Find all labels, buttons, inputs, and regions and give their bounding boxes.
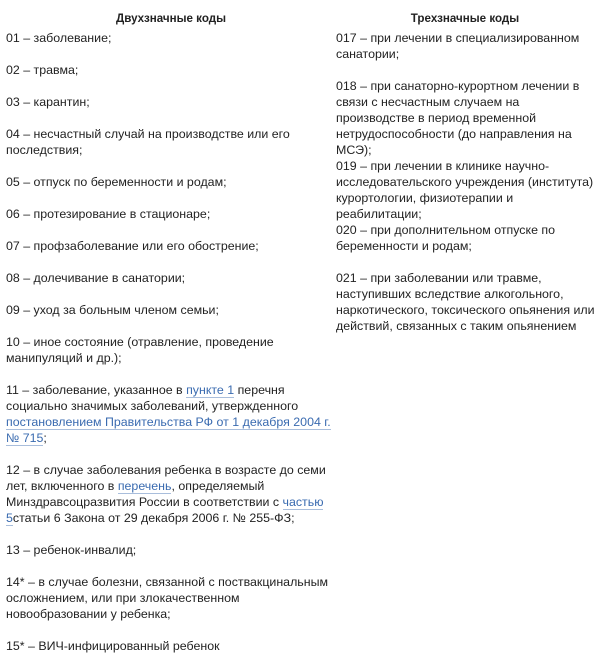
code-019: 019 – при лечении в клинике научно-исследовательского учреждения (института) курортологии, физиотерапии и реабилитации;	[336, 159, 594, 221]
code-06: 06 – протезирование в стационаре;	[6, 207, 211, 221]
point-1-link[interactable]: пункте 1	[186, 383, 235, 397]
code-03: 03 – карантин;	[6, 95, 90, 109]
code-10: 10 – иное состояние (отравление, проведение манипуляций и др.);	[6, 335, 274, 365]
code-12-text-start: 12 – в случае заболевания ребенка в возрасте до семи лет, включенного в	[6, 463, 326, 493]
code-14: 14* – в случае болезни, связанной с поствакцинальным осложнением, или при злокачественном новообразовании у ребенка;	[6, 575, 329, 621]
code-09: 09 – уход за больным членом семьи;	[6, 303, 219, 317]
part-5-link[interactable]: частью 5	[6, 495, 324, 525]
code-11-text-end: ;	[43, 431, 47, 445]
code-11-text-start: 11 – заболевание, указанное в	[6, 383, 187, 397]
code-017: 017 – при лечении в специализированном санатории;	[336, 31, 580, 61]
government-decree-link[interactable]: постановлением Правительства РФ от 1 декабря 2004 г. № 715	[6, 415, 331, 445]
code-08: 08 – долечивание в санатории;	[6, 271, 186, 285]
code-07: 07 – профзаболевание или его обострение;	[6, 239, 259, 253]
code-11-text-middle: перечня социально значимых заболеваний, утвержденного	[6, 383, 299, 413]
code-020: 020 – при дополнительном отпуске по беременности и родам;	[336, 223, 556, 253]
three-digit-codes-header: Трехзначные коды	[410, 12, 520, 25]
code-02: 02 – травма;	[6, 63, 79, 77]
code-11	[6, 382, 334, 446]
code-021: 021 – при заболевании или травме, наступивших вследствие алкогольного, наркотического, токсического опьянения или действий, связанных с таким опьянением	[336, 271, 595, 333]
code-05: 05 – отпуск по беременности и родам;	[6, 175, 227, 189]
code-13: 13 – ребенок-инвалид;	[6, 543, 137, 557]
two-digit-codes-header: Двухзначные коды	[115, 12, 227, 25]
code-12	[6, 462, 334, 526]
code-12-text-end: статьи 6 Закона от 29 декабря 2006 г. № 255-ФЗ;	[12, 511, 295, 525]
code-01: 01 – заболевание;	[6, 31, 112, 45]
code-04: 04 – несчастный случай на производстве или его последствия;	[6, 127, 290, 157]
code-018: 018 – при санаторно-курортном лечении в связи с несчастным случаем на производстве в период временной нетрудоспособности (до направления на МСЭ);	[336, 79, 580, 157]
list-link[interactable]: перечень	[117, 479, 172, 493]
code-12-text-middle: , определяемый Минздравсоцразвития России в соответствии с	[6, 479, 283, 509]
code-15: 15* – ВИЧ-инфицированный ребенок	[6, 639, 220, 653]
